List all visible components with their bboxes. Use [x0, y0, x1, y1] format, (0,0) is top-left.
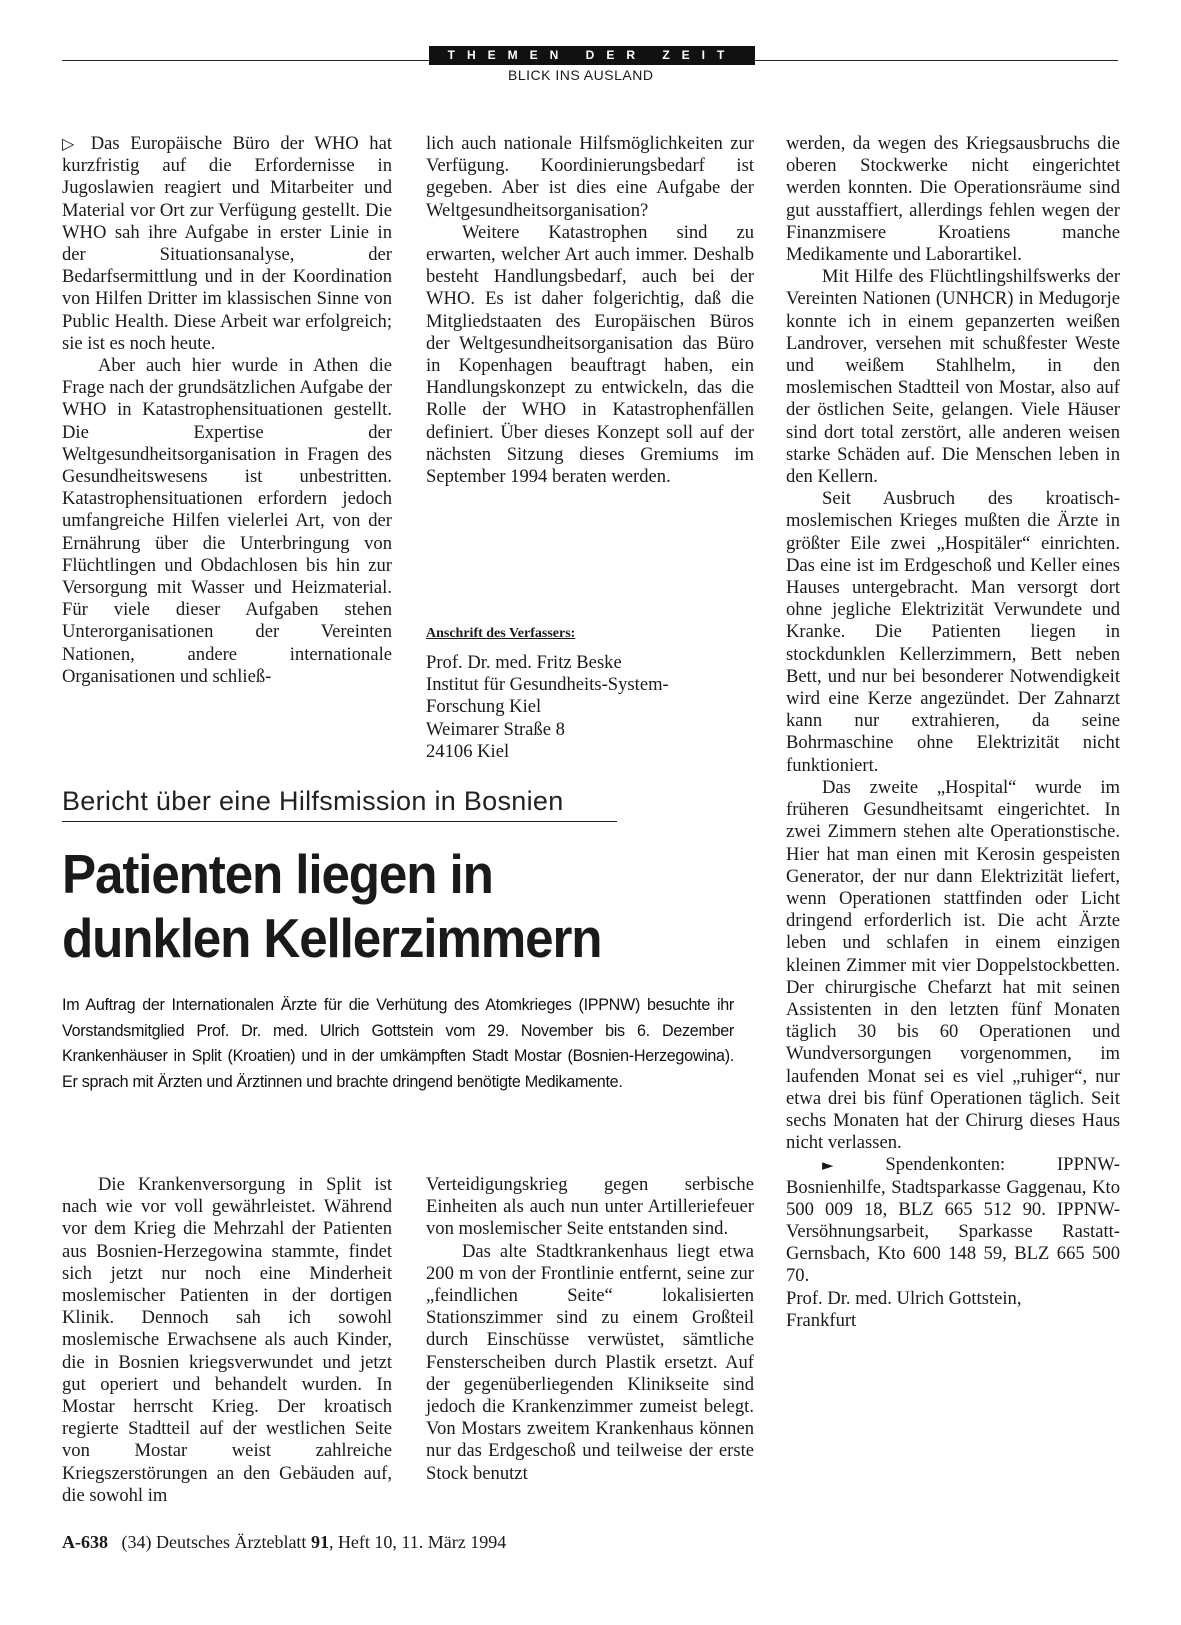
- paragraph: Weitere Katastrophen sind zu erwarten, welcher Art auch immer. Deshalb besteht Handlungsbedarf, auch bei der WHO. Es ist daher folgerichtig, daß die Mitgliedstaaten des Europäischen Büros der Weltgesundheitsorganisation das Büro in Kopenhagen beauftragt haben, ein Handlungskonzept zu entwickeln, das die Rolle der WHO in Katastrophenfällen definiert. Über dieses Konzept soll auf der nächsten Sitzung dieses Gremiums im September 1994 beraten werden.: [426, 221, 754, 488]
- address-line: Prof. Dr. med. Fritz Beske: [426, 652, 622, 673]
- donation-info: [786, 1154, 1120, 1287]
- article-lead: Im Auftrag der Internationalen Ärzte für die Verhütung des Atomkrieges (IPPNW) besuchte ihr Vorstandsmitglied Prof. Dr. med. Ulrich Gottstein vom 29. November bis 6. Dezember Krankenhäuser in Split (Kroatien) und in der umkämpften Stadt Mostar (Bosnien-Herzegowina). Er sprach mit Ärzten und Ärztinnen und brachte dringend benötigte Medikamente.: [62, 995, 734, 1091]
- donation-text: Spendenkonten: IPPNW-Bosnienhilfe, Stadtsparkasse Gaggenau, Kto 500 009 18, BLZ 665 512 90. IPPNW-Versöhnungsarbeit, Sparkasse Rastatt-Gernsbach, Kto 600 148 59, BLZ 665 500 70.: [786, 1154, 1120, 1287]
- address-line: Institut für Gesundheits-System-: [426, 674, 669, 696]
- previous-article-column-1: [62, 133, 392, 688]
- article-headline: [62, 842, 676, 970]
- triangle-marker-icon: ▷: [62, 134, 81, 153]
- paragraph: Mit Hilfe des Flüchtlingshilfswerks der Vereinten Nationen (UNHCR) in Medugorje konnte ich in einem gepanzerten weißen Landrover, versehen mit schußfester Weste und weißem Stahlhelm, in den moslemischen Stadtteil von Mostar, also auf der östlichen Seite, gelangen. Viele Häuser sind dort total zerstört, alle anderen weisen starke Schäden auf. Die Menschen leben in den Kellern.: [786, 266, 1120, 488]
- paragraph: Die Krankenversorgung in Split ist nach wie vor voll gewährleistet. Während vor dem Krieg die Mehrzahl der Patienten aus Bosnien-Herzegowina stammte, findet sich jetzt nur noch eine Minderheit moslemischer Patienten in der dortigen Klinik. Dennoch sah ich sowohl moslemische Erwachsene als auch Kinder, die in Bosnien kriegsverwundet und jetzt gut operiert und behandelt wurden. In Mostar herrscht Krieg. Der kroatisch regierte Stadtteil auf der westlichen Seite von Mostar weist zahlreiche Kriegszerstörungen an den Gebäuden auf, die sowohl im: [62, 1174, 392, 1506]
- section-subtitle: BLICK INS AUSLAND: [508, 67, 654, 83]
- address-line: 24106 Kiel: [426, 740, 510, 762]
- paragraph-text: Das Europäische Büro der WHO hat kurzfristig auf die Erfordernisse in Jugoslawien reagiert und Mitarbeiter und Material vor Ort zur Verfügung gestellt. Die WHO sah ihre Aufgabe in erster Linie in der Situationsanalyse, der Bedarfsermittlung und in der Koordination von Hilfen Dritter im klassischen Sinne von Public Health. Diese Arbeit war erfolgreich; sie ist es noch heute.: [62, 133, 392, 354]
- paragraph: Seit Ausbruch des kroatisch-moslemischen Krieges mußten die Ärzte in größter Eile zwei „Hospitäler“ einrichten. Das eine ist im Erdgeschoß und Keller eines Hauses untergebracht. Man versorgt dort ohne jegliche Elektrizität Verwundete und Kranke. Die Patienten liegen in stockdunklen Kellerzimmern, Bett neben Bett, und nur bei besonderer Notwendigkeit wird eine Kerze angezündet. Der Zahnarzt kann nur extrahieren, da seine Bohrmaschine ohne Elektrizität nicht funktioniert.: [786, 488, 1120, 776]
- paragraph: lich auch nationale Hilfsmöglichkeiten zur Verfügung. Koordinierungsbedarf ist gegeben. Aber ist dies eine Aufgabe der Weltgesundheitsorganisation?: [426, 133, 754, 221]
- page-number: A-638: [62, 1532, 108, 1552]
- signature-name: Prof. Dr. med. Ulrich Gottstein,: [786, 1287, 1022, 1309]
- headline-line: Patienten liegen in: [62, 843, 493, 905]
- address-line: Weimarer Straße 8: [426, 718, 565, 740]
- paragraph: Verteidigungskrieg gegen serbische Einheiten als auch nun unter Artilleriefeuer von moslemischer Seite entstanden sind.: [426, 1174, 754, 1240]
- issue-info: , Heft 10, 11. März 1994: [328, 1532, 507, 1552]
- author-address: [426, 652, 756, 763]
- arrow-bullet-icon: ►: [822, 1156, 834, 1175]
- paragraph: Das zweite „Hospital“ wurde im früheren Gesundheitsamt eingerichtet. In zwei Zimmern stehen alte Operationstische. Hier hat man einen mit Kerosin gespeisten Generator, der nur dann Elektrizität liefert, wenn Operationen stattfinden oder Licht dringend erforderlich ist. Die acht Ärzte leben und schlafen in einem einzigen kleinen Zimmer mit vier Doppelstockbetten. Der chirurgische Chefarzt hat mit seinen Assistenten in den letzten fünf Monaten täglich 30 bis 60 Operationen und Wundversorgungen vorgenommen, im laufenden Monat sei es viel „ruhiger“, nur etwa drei bis fünf Operationen täglich. Seit sechs Monaten hat der Chirurg dieses Haus nicht verlassen.: [786, 776, 1120, 1154]
- paragraph: Aber auch hier wurde in Athen die Frage nach der grundsätzlichen Aufgabe der WHO in Katastrophensituationen gestellt. Die Expertise der Weltgesundheitsorganisation in Fragen des Gesundheitswesens ist unbestritten. Katastrophensituationen erfordern jedoch umfangreiche Hilfen vielerlei Art, von der Ernährung über die Unterbringung von Flüchtlingen und Obdachlosen bis hin zur Versorgung mit Wasser und Heizmaterial. Für viele dieser Aufgaben stehen Unterorganisationen der Vereinten Nationen, andere internationale Organisationen und schließ-: [62, 355, 392, 687]
- page-footer: [62, 1532, 506, 1553]
- article-column-2: [426, 1174, 754, 1485]
- previous-article-column-2: [426, 133, 754, 488]
- article-column-1: [62, 1174, 392, 1507]
- paragraph: Das alte Stadtkrankenhaus liegt etwa 200 m von der Frontlinie entfernt, seine zur „feindlichen Seite“ lokalisierten Stationszimmer sind zu einem Großteil durch Einschüsse verwüstet, sämtliche Fensterscheiben durch Plastik ersetzt. Auf der gegenüberliegenden Klinikseite sind jedoch die Krankenzimmer zumeist belegt. Von Mostars zweitem Krankenhaus können nur das Erdgeschoß und teilweise der erste Stock benutzt: [426, 1240, 754, 1484]
- paragraph: werden, da wegen des Kriegsausbruchs die oberen Stockwerke nicht eingerichtet werden konnten. Die Operationsräume sind gut ausstaffiert, allerdings fehlen wegen der Finanzmisere Kroatiens manche Medikamente und Laborartikel.: [786, 133, 1120, 266]
- paragraph: [62, 133, 392, 355]
- author-address-label: Anschrift des Verfassers:: [426, 626, 576, 641]
- article-kicker: Bericht über eine Hilfsmission in Bosnien: [62, 786, 617, 822]
- section-rubric: THEMEN DER ZEIT: [429, 46, 755, 65]
- volume-number: 91: [310, 1532, 329, 1552]
- journal-name: (34) Deutsches Ärzteblatt: [121, 1532, 307, 1552]
- article-column-3: [786, 133, 1120, 1332]
- address-line: Forschung Kiel: [426, 696, 542, 718]
- signature: [786, 1288, 1120, 1332]
- signature-city: Frankfurt: [786, 1309, 857, 1331]
- headline-line: dunklen Kellerzimmern: [62, 907, 602, 969]
